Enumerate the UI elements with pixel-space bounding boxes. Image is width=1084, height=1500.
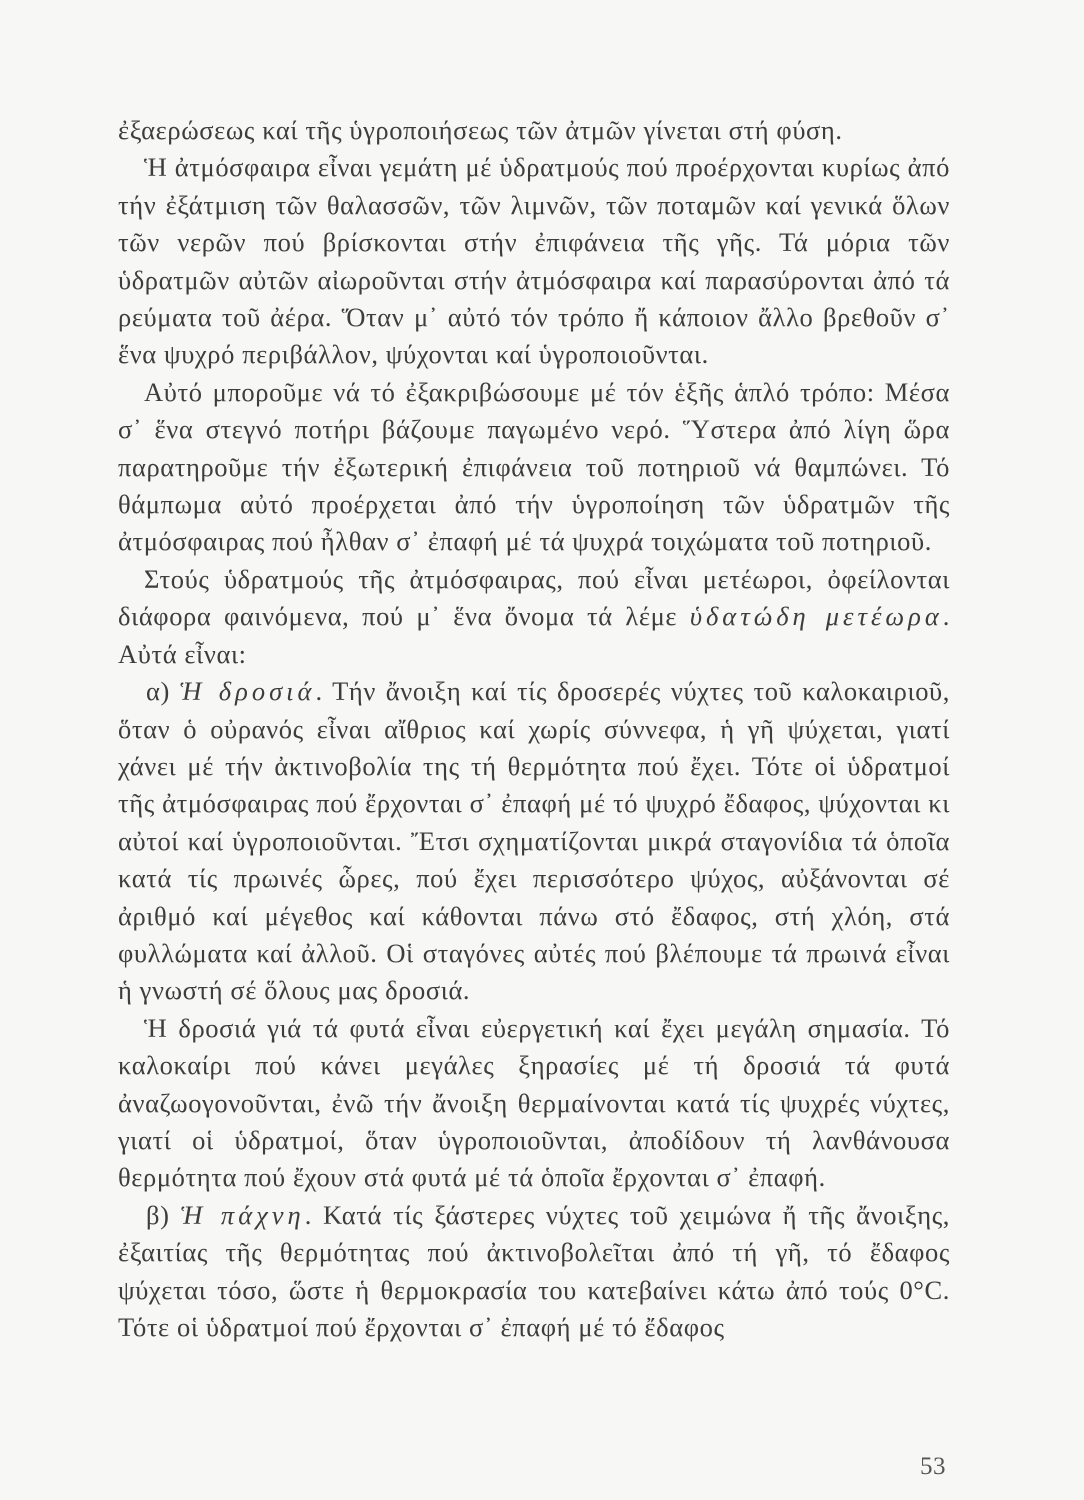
drosia-text: . Τήν ἄνοιξη καί τίς δροσερές νύχτες τοῦ καλοκαιριοῦ, ὅταν ὁ οὐρανός εἶναι αἴθριος καί χωρίς σύννεφα, ἡ γῆ ψύχεται, γιατί χάνει μέ τήν ἀκτινοβολία της τή θερμότητα πού ἔχει. Τότε οἱ ὑδρατμοί τῆς ἀτμόσφαιρας πού ἔρχονται σ᾽ ἐπαφή μέ τό ψυχρό ἔδαφος, ψύχονται κι αὐτοί καί ὑγροποιοῦνται. Ἔτσι σχηματίζονται μικρά σταγονίδια τά ὁποῖα κατά τίς πρωινές ὧρες, πού ἔχει περισσότερο ψύχος, αὐξάνονται σέ ἀριθμό καί μέγεθος καί κάθονται πάνω στό ἔδαφος, στή χλόη, στά φυλλώματα καί ἀλλοῦ. Οἱ σταγόνες αὐτές πού βλέπουμε τά πρωινά εἶναι ἡ γνωστή σέ ὅλους μας δροσιά. (118, 676, 950, 1006)
drosia-term: Ἡ δροσιά (179, 676, 316, 707)
drosia-label: α) (146, 676, 180, 707)
pachni-label: β) (146, 1199, 181, 1230)
body-text (118, 112, 950, 1346)
paragraph-meteora (118, 561, 950, 673)
pachni-term: Ἡ πάχνη (180, 1199, 305, 1230)
paragraph-drosia-note: Ἡ δροσιά γιά τά φυτά εἶναι εὐεργετική καί ἔχει μεγάλη σημασία. Τό καλοκαίρι πού κάνει μεγάλες ξηρασίες μέ τή δροσιά τά φυτά ἀναζωογονοῦνται, ἐνῶ τήν ἄνοιξη θερμαίνονται κατά τίς ψυχρές νύχτες, γιατί οἱ ὑδρατμοί, ὅταν ὑγροποιοῦνται, ἀποδίδουν τή λανθάνουσα θερμότητα πού ἔχουν στά φυτά μέ τά ὁποῖα ἔρχονται σ᾽ ἐπαφή. (118, 1012, 950, 1193)
paragraph-pachni (118, 1197, 950, 1347)
paragraph-atmosphere: Ἡ ἀτμόσφαιρα εἶναι γεμάτη μέ ὑδρατμούς πού προέρχονται κυρίως ἀπό τήν ἐξάτμιση τῶν θαλασσῶν, τῶν λιμνῶν, τῶν ποταμῶν καί γενικά ὅλων τῶν νερῶν πού βρίσκονται στήν ἐπιφάνεια τῆς γῆς. Τά μόρια τῶν ὑδρατμῶν αὐτῶν αἰωροῦνται στήν ἀτμόσφαιρα καί παρασύρονται ἀπό τά ρεύματα τοῦ ἀέρα. Ὅταν μ᾽ αὐτό τόν τρόπο ἤ κάποιον ἄλλο βρεθοῦν σ᾽ ἕνα ψυχρό περιβάλλον, ψύχονται καί ὑγροποιοῦνται. (118, 152, 950, 370)
pachni-text: . Κατά τίς ξάστερες νύχτες τοῦ χειμώνα ἤ τῆς ἄνοιξης, ἐξαιτίας τῆς θερμότητας πού ἀκτινοβολεῖται ἀπό τή γῆ, τό ἔδαφος ψύχεται τόσο, ὥστε ἡ θερμοκρασία του κατεβαίνει κάτω ἀπό τούς 0°C. Τότε οἱ ὑδρατμοί πού ἔρχονται σ᾽ ἐπαφή μέ τό ἔδαφος (118, 1199, 951, 1342)
paragraph-drosia (118, 673, 950, 1010)
meteora-before: Στούς ὑδρατμούς τῆς ἀτμόσφαιρας, πού εἶναι μετέωροι, ὀφείλονται διάφορα φαινόμενα, πού μ᾽ ἕνα ὄνομα τά λέμε (118, 563, 950, 632)
paragraph-experiment: Αὐτό μποροῦμε νά τό ἐξακριβώσουμε μέ τόν ἑξῆς ἁπλό τρόπο: Μέσα σ᾽ ἕνα στεγνό ποτήρι βάζουμε παγωμένο νερό. Ὕστερα ἀπό λίγη ὥρα παρατηροῦμε τήν ἐξωτερική ἐπιφάνεια τοῦ ποτηριοῦ νά θαμπώνει. Τό θάμπωμα αὐτό προέρχεται ἀπό τήν ὑγροποίηση τῶν ὑδρατμῶν τῆς ἀτμόσφαιρας πού ἦλθαν σ᾽ ἐπαφή μέ τά ψυχρά τοιχώματα τοῦ ποτηριοῦ. (118, 376, 950, 557)
page-number: 53 (920, 1453, 946, 1480)
paragraph-intro: ἐξαερώσεως καί τῆς ὑγροποιήσεως τῶν ἀτμῶν γίνεται στή φύση. (118, 115, 843, 145)
meteora-after: . Αὐτά εἶναι: (118, 601, 950, 669)
meteora-term: ὑδατώδη μετέωρα (689, 601, 943, 632)
